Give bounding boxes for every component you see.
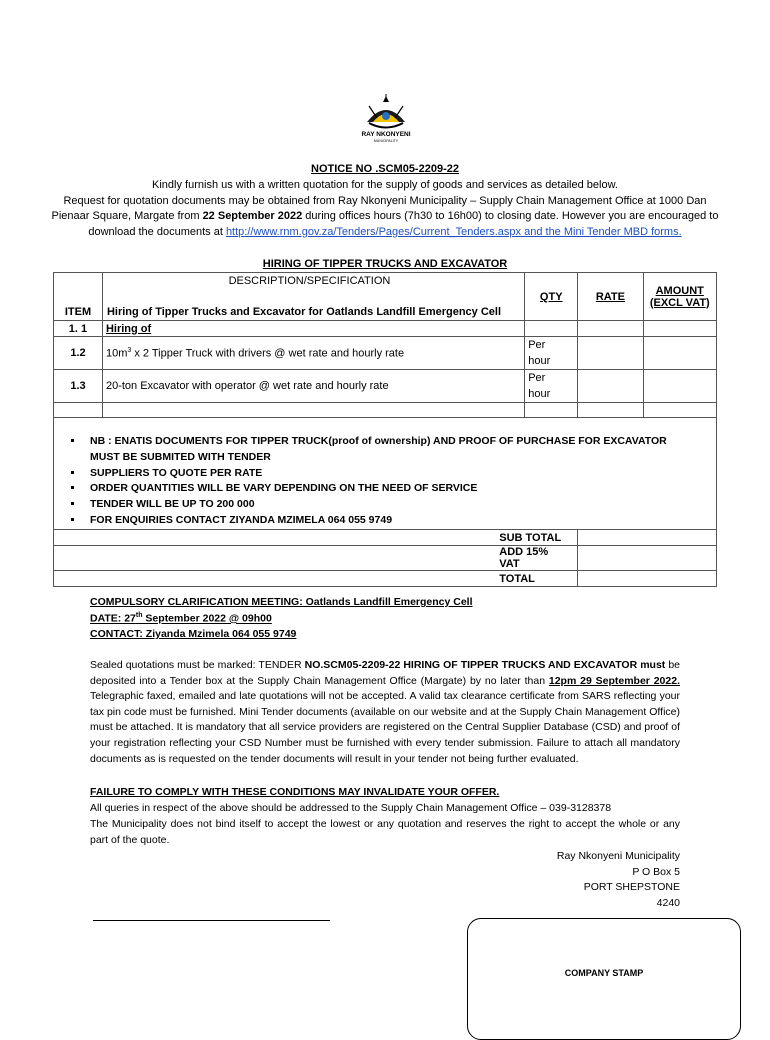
municipality-logo (353, 92, 419, 144)
failure-warning: FAILURE TO COMPLY WITH THESE CONDITIONS MAY INVALIDATE YOUR OFFER. (90, 786, 500, 798)
table-row: 1. 1 Hiring of (54, 321, 717, 337)
total-label: TOTAL (54, 571, 578, 587)
header-description: DESCRIPTION/SPECIFICATION (228, 275, 391, 287)
queries-line: All queries in respect of the above should be addressed to the Supply Chain Management Office – 039-3128378 (90, 802, 612, 814)
note-item: ▪ NB : ENATIS DOCUMENTS FOR TIPPER TRUCK(proof of ownership) AND PROOF OF PURCHASE FOR EXCAVATOR MUST BE SUBMITED WITH TENDER (84, 434, 690, 466)
note-item: ▪ ORDER QUANTITIES WILL BE VARY DEPENDING ON THE NEED OF SERVICE (84, 481, 716, 497)
vat-value (578, 546, 717, 571)
meeting-date: DATE: 27th September 2022 @ 09h00 (90, 612, 272, 625)
header-amount: AMOUNT (EXCL VAT) (643, 273, 716, 321)
address-line: P O Box 5 (632, 866, 680, 878)
logo-text: RAY NKONYENI (361, 131, 411, 138)
table-row: 1.2 $10m^3$ x 2 Tipper Truck with drivers @ wet rate and hourly rate Per hour (54, 337, 717, 370)
notice-title: NOTICE NO .SCM05-2209-22 (311, 163, 459, 175)
bind-paragraph: The Municipality does not bind itself to accept the lowest or any quotation and reserves the right to accept the whole or any part of the quote. (90, 818, 680, 846)
company-stamp-box (467, 918, 741, 1040)
table-title: HIRING OF TIPPER TRUCKS AND EXCAVATOR (262, 258, 508, 270)
intro-line-2: Request for quotation documents may be obtained from Ray Nkonyeni Municipality – Supply Chain Management Office at 1000 Dan (63, 195, 707, 207)
note-item: ▪ TENDER WILL BE UP TO 200 000 (84, 497, 716, 513)
header-description-sub: Hiring of Tipper Trucks and Excavator for Oatlands Landfill Emergency Cell (106, 306, 502, 318)
header-qty: QTY (525, 273, 578, 321)
intro-line-4: download the documents at http://www.rnm.gov.za/Tenders/Pages/Current_Tenders.aspx and the Mini Tender MBD forms. (88, 226, 682, 238)
logo-subtext: MUNICIPALITY (373, 139, 399, 143)
total-value (578, 571, 717, 587)
address-line: Ray Nkonyeni Municipality (556, 850, 680, 862)
tenders-link[interactable]: http://www.rnm.gov.za/Tenders/Pages/Current_Tenders.aspx and the Mini Tender MBD forms. (225, 226, 682, 238)
company-stamp-label: COMPANY STAMP (564, 968, 644, 978)
header-rate: RATE (578, 273, 643, 321)
notes-cell (54, 418, 717, 530)
note-item: ▪ SUPPLIERS TO QUOTE PER RATE (84, 466, 716, 482)
note-item: ▪ FOR ENQUIRIES CONTACT ZIYANDA MZIMELA 064 055 9749 (84, 513, 716, 529)
quotation-table (53, 272, 717, 587)
intro-line-3: Pienaar Square, Margate from 22 September 2022 during offices hours (7h30 to 16h00) to closing date. However you are encouraged to (51, 210, 719, 222)
table-row: 1.3 20-ton Excavator with operator @ wet rate and hourly rate Per hour (54, 370, 717, 403)
vat-label: ADD 15% VAT (54, 546, 578, 571)
submission-paragraph: Sealed quotations must be marked: TENDER NO.SCM05-2209-22 HIRING OF TIPPER TRUCKS AND EXCAVATOR must be deposited into a Tender box at the Supply Chain Management Office (Margate) by no later than 12pm 29 September 2022. Telegraphic faxed, emailed and late quotations will not be accepted. A valid tax clearance certificate from SARS reflecting your tax pin code must be furnished. Mini Tender documents (available on our website and at the Supply Chain Management Office) must be attached. It is mandatory that all service providers are registered on the Central Supplier Database (CSD) and proof of your registration reflecting your CSD Number must be furnished with every tender submission. Failure to attach all mandatory documents as is requested on the tender documents will result in your tender not being further evaluated. (90, 659, 680, 765)
issue-date: 22 September 2022 (202, 210, 303, 222)
address-line: PORT SHEPSTONE (583, 881, 680, 893)
sub-total-label: SUB TOTAL (54, 530, 578, 546)
sub-total-value (578, 530, 717, 546)
meeting-title: COMPULSORY CLARIFICATION MEETING: Oatlands Landfill Emergency Cell (90, 596, 473, 608)
header-item: ITEM (54, 273, 103, 321)
signature-line (93, 920, 330, 921)
notes-list (54, 434, 716, 529)
intro-line-1: Kindly furnish us with a written quotation for the supply of goods and services as detailed below. (152, 179, 618, 191)
address-line: 4240 (656, 897, 680, 909)
meeting-contact: CONTACT: Ziyanda Mzimela 064 055 9749 (90, 628, 297, 640)
